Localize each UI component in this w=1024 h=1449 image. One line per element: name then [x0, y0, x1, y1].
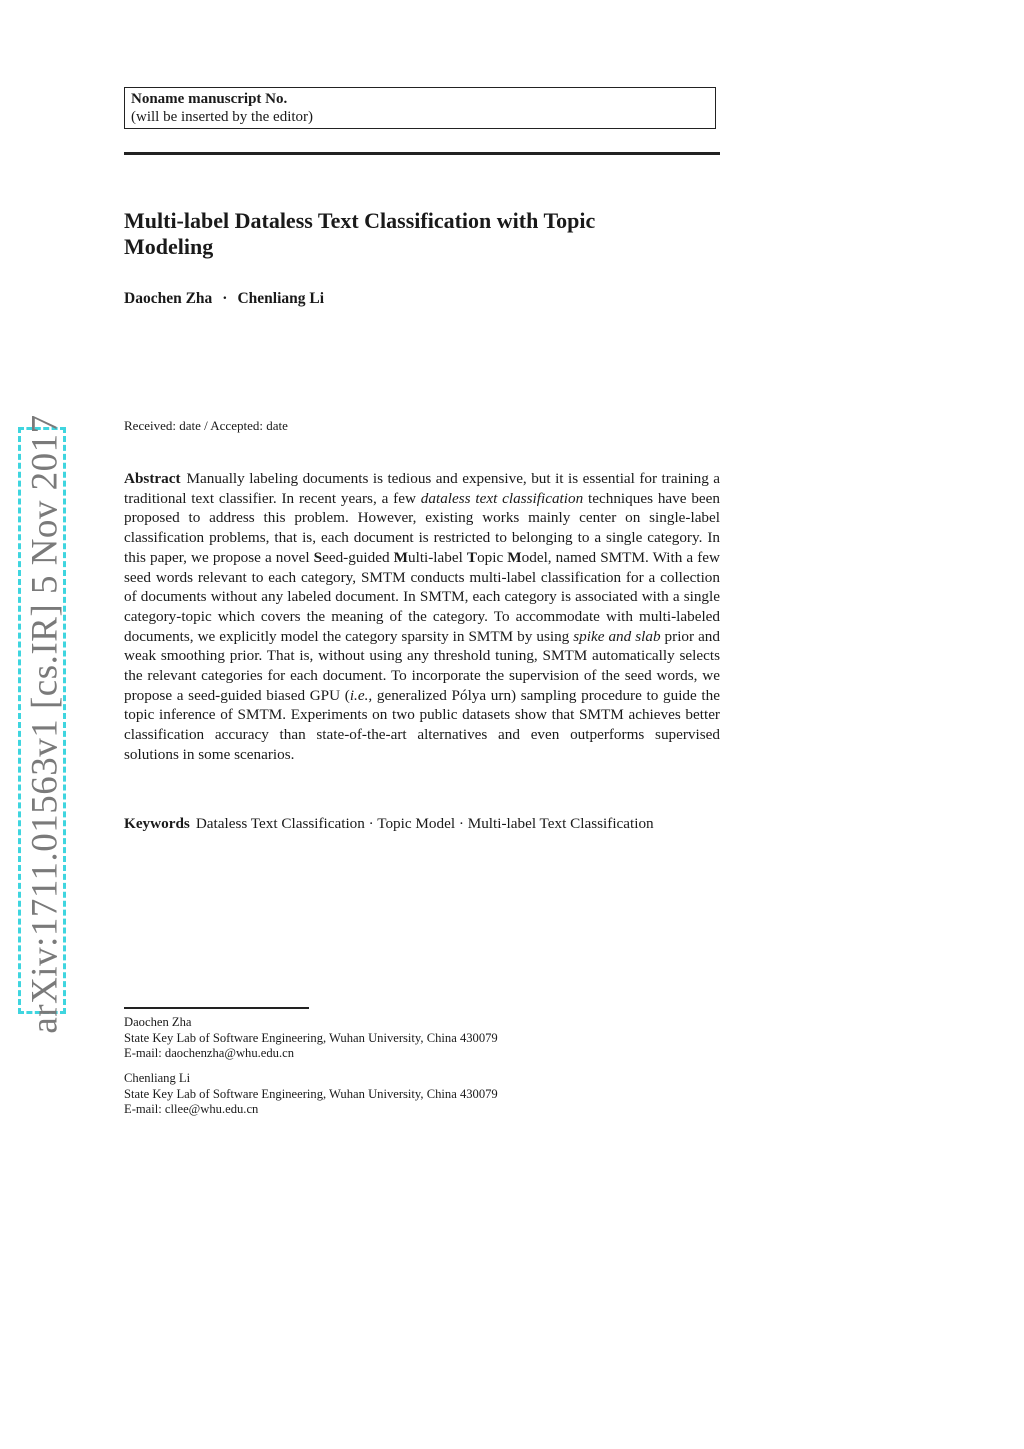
header-rule: [124, 152, 720, 155]
abstract-text: odel, named SMTM. With a few seed words relevant to each category, SMTM conducts multi-label classification for a collection of documents without any labeled document. In SMTM, each category is associated with a single category-topic which covers the meaning of the category. To accommodate with multi-labeled documents, we explicitly model the category sparsity in SMTM by using: [124, 548, 721, 645]
manuscript-box: [124, 87, 716, 129]
abstract-text: techniques have been proposed to address this problem. However, existing works mainly center on single-label classification problems, that is, each document is restricted to belonging to a single category. In this paper, we propose a novel: [124, 489, 720, 566]
affiliation-institution: State Key Lab of Software Engineering, Wuhan University, China 430079: [124, 1086, 498, 1101]
abstract-text: eed-guided: [322, 548, 394, 566]
affiliation-email: E-mail: daochenzha@whu.edu.cn: [124, 1046, 295, 1061]
acronym-letter-t: T: [466, 548, 478, 566]
abstract-text: Manually labeling documents is tedious and expensive, but it is essential for training a traditional text classifier. In recent years, a few: [124, 470, 720, 507]
arxiv-identifier: arXiv:1711.01563v1 [cs.IR] 5 Nov 2017: [24, 414, 66, 1034]
affiliation-name: Chenliang Li: [124, 1071, 191, 1085]
abstract-emphasis: i.e.,: [349, 686, 373, 704]
acronym-letter-m: M: [393, 548, 408, 566]
abstract-text: opic: [477, 548, 508, 566]
abstract: [124, 469, 720, 765]
abstract-label: Abstract: [124, 470, 181, 487]
abstract-emphasis: dataless text classification: [420, 489, 584, 507]
paper-title-line-2: Modeling: [124, 234, 214, 259]
footnote-rule: [124, 1007, 309, 1009]
author-2: Chenliang Li: [237, 290, 325, 307]
abstract-text: prior and weak smoothing prior. That is, without using any threshold tuning, SMTM automatically selects the relevant categories for each document. To incorporate the supervision of the seed words, we propose a seed-guided biased GPU (: [124, 627, 720, 704]
acronym-letter-s: S: [313, 548, 323, 566]
paper-title-line-1: Multi-label Dataless Text Classification with Topic: [124, 208, 596, 233]
received-date: Received: date / Accepted: date: [124, 418, 288, 433]
author-1: Daochen Zha: [124, 290, 213, 307]
author-separator: ·: [222, 290, 228, 307]
paper-title: [124, 208, 724, 260]
keywords-text: Dataless Text Classification · Topic Model · Multi-label Text Classification: [195, 815, 654, 832]
affiliation-email: E-mail: cllee@whu.edu.cn: [124, 1102, 259, 1117]
abstract-text: ulti-label: [408, 548, 467, 566]
affiliation-name: Daochen Zha: [124, 1015, 192, 1029]
keywords-label: Keywords: [124, 815, 190, 832]
author-list: [124, 290, 324, 308]
arxiv-stamp: [18, 414, 66, 1034]
acronym-letter-m: M: [507, 548, 522, 566]
affiliation-1: [124, 1015, 724, 1062]
manuscript-note: (will be inserted by the editor): [131, 109, 314, 125]
abstract-emphasis: spike and slab: [573, 627, 661, 645]
keywords: [124, 814, 720, 834]
affiliation-2: [124, 1071, 724, 1118]
abstract-text: generalized Pólya urn) sampling procedure to guide the topic inference of SMTM. Experiments on two public datasets show that SMTM achieves better classification accuracy than state-of-the-art alternatives and even outperforms supervised solutions in some scenarios.: [124, 686, 720, 763]
manuscript-title: Noname manuscript No.: [131, 91, 288, 107]
affiliation-institution: State Key Lab of Software Engineering, Wuhan University, China 430079: [124, 1030, 498, 1045]
